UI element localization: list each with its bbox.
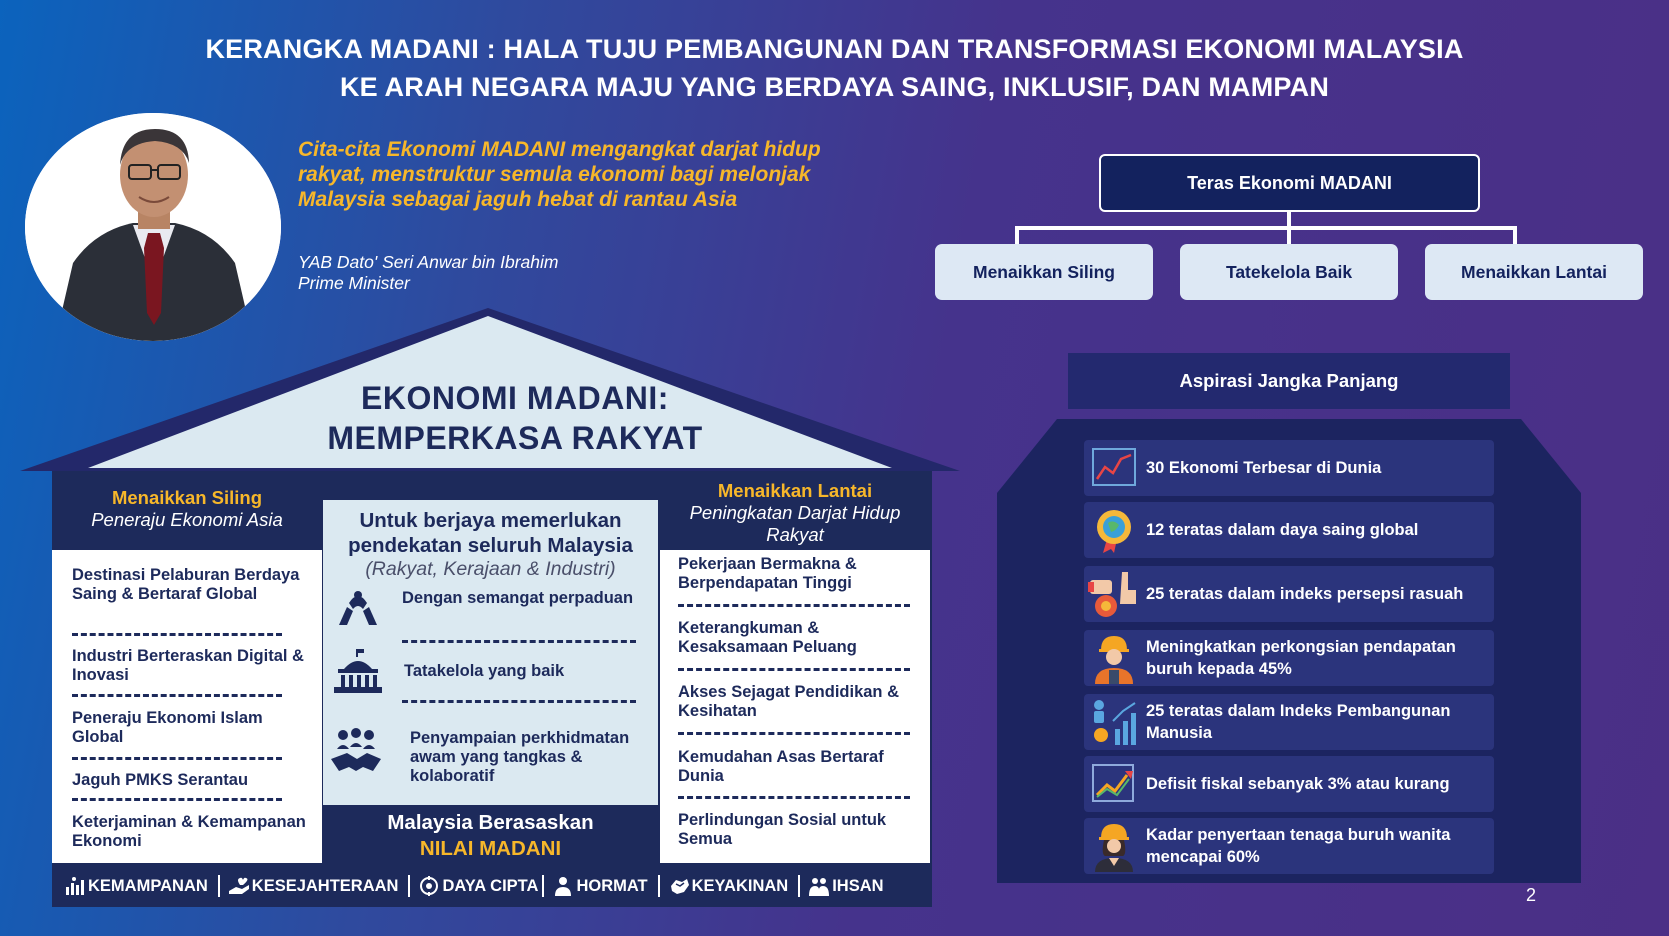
aspirasi-text: 12 teratas dalam daya saing global [1146, 521, 1419, 539]
left-list-item: Jaguh PMKS Serantau [72, 771, 249, 789]
aspirasi-item [1084, 630, 1494, 686]
confidence-icon [668, 876, 690, 896]
female-worker-icon [1084, 818, 1144, 874]
respect-icon [552, 876, 574, 896]
collaboration-icon [328, 726, 384, 776]
value-ihsan [808, 876, 883, 896]
teras-child-menaikkan-siling: Menaikkan Siling [935, 244, 1153, 300]
aspirasi-text: Defisit fiskal sebanyak 3% atau kurang [1146, 775, 1450, 793]
value-kemampanan [64, 876, 208, 896]
no-bribe-icon [1084, 566, 1144, 622]
connector-line [1513, 226, 1517, 244]
value-label: HORMAT [576, 876, 648, 895]
divider [72, 757, 282, 760]
page-number: 2 [1526, 885, 1537, 905]
value-hormat [552, 876, 647, 896]
quote-author: YAB Dato' Seri Anwar bin Ibrahim [298, 252, 559, 272]
value-kesejahteraan [228, 876, 399, 896]
left-list-item: Peneraju Ekonomi Islam Global [72, 709, 263, 746]
aspirasi-text: 25 teratas dalam indeks persepsi rasuah [1146, 585, 1464, 603]
quote-role: Prime Minister [298, 273, 410, 293]
government-building-icon [330, 646, 386, 696]
connector-line [1287, 226, 1291, 244]
center-base [323, 810, 658, 862]
value-label: KEMAMPANAN [88, 876, 208, 895]
line-chart-icon [1084, 440, 1144, 496]
center-title: Untuk berjaya memerlukan pendekatan seluruh Malaysia [348, 509, 633, 557]
teras-child-menaikkan-lantai: Menaikkan Lantai [1425, 244, 1643, 300]
value-daya-cipta [418, 876, 538, 896]
divider [678, 732, 910, 735]
right-pillar-subtitle: Peningkatan Darjat Hidup Rakyat [689, 502, 901, 545]
right-pillar-header [660, 480, 930, 546]
divider [678, 604, 910, 607]
worker-icon [1084, 630, 1144, 686]
roof-title [250, 378, 780, 458]
divider [678, 796, 910, 799]
aspirasi-text: 25 teratas dalam Indeks Pembangunan Manusia [1146, 702, 1451, 742]
connector-line [1015, 226, 1517, 230]
divider [72, 694, 282, 697]
aspirasi-heading: Aspirasi Jangka Panjang [1068, 353, 1510, 409]
welfare-icon [228, 876, 250, 896]
connector-line [1015, 226, 1019, 244]
center-item: Penyampaian perkhidmatan awam yang tangkas & kolaboratif [410, 729, 630, 785]
human-development-icon [1084, 694, 1144, 750]
quote-text: Cita-cita Ekonomi MADANI mengangkat darjat hidup rakyat, menstruktur semula ekonomi bagi melonjak Malaysia sebagai jaguh hebat di rantau Asia [298, 138, 821, 211]
divider [72, 798, 282, 801]
right-list-item: Keterangkuman & Kesaksamaan Peluang [678, 619, 857, 656]
divider [402, 640, 636, 643]
quote-attribution [298, 252, 558, 294]
separator [218, 875, 220, 897]
separator [798, 875, 800, 897]
values-bar [52, 866, 932, 906]
aspirasi-item [1084, 818, 1494, 874]
divider [402, 700, 636, 703]
title-line-1: KERANGKA MADANI : HALA TUJU PEMBANGUNAN DAN TRANSFORMASI EKONOMI MALAYSIA [205, 34, 1464, 64]
title-line-2: KE ARAH NEGARA MAJU YANG BERDAYA SAING, INKLUSIF, DAN MAMPAN [339, 72, 1330, 102]
compassion-icon [808, 876, 830, 896]
base-line-1: Malaysia Berasaskan [387, 811, 594, 834]
value-label: KESEJAHTERAAN [251, 876, 399, 895]
right-list-item: Perlindungan Sosial untuk Semua [678, 811, 887, 848]
right-list-item: Kemudahan Asas Bertaraf Dunia [678, 748, 884, 785]
base-line-2: NILAI MADANI [419, 837, 562, 860]
aspirasi-item [1084, 756, 1494, 812]
innovation-icon [418, 876, 440, 896]
value-keyakinan [668, 876, 789, 896]
value-label: DAYA CIPTA [442, 876, 539, 895]
aspirasi-item [1084, 440, 1494, 496]
left-pillar-header [52, 487, 322, 531]
aspirasi-text: 30 Ekonomi Terbesar di Dunia [1146, 459, 1382, 477]
center-item: Dengan semangat perpaduan [402, 589, 634, 607]
teras-ekonomi-box: Teras Ekonomi MADANI [1099, 154, 1480, 212]
trend-chart-icon [1084, 756, 1144, 812]
sustainability-icon [64, 876, 86, 896]
right-list-item: Akses Sejagat Pendidikan & Kesihatan [678, 683, 900, 720]
aspirasi-item [1084, 502, 1494, 558]
value-label: KEYAKINAN [691, 876, 789, 895]
left-list-item: Destinasi Pelaburan Berdaya Saing & Bertaraf Global [72, 566, 300, 603]
separator [658, 875, 660, 897]
unity-hands-icon [330, 582, 386, 632]
page-title [0, 30, 1669, 106]
left-list-item: Industri Berteraskan Digital & Inovasi [72, 647, 304, 684]
left-list-item: Keterjaminan & Kemampanan Ekonomi [72, 813, 306, 850]
center-item: Tatakelola yang baik [404, 662, 565, 680]
left-pillar-subtitle: Peneraju Ekonomi Asia [91, 509, 283, 530]
right-pillar-title: Menaikkan Lantai [717, 480, 873, 501]
roof-title-line-2: MEMPERKASA RAKYAT [327, 420, 703, 456]
right-list-item: Pekerjaan Bermakna & Berpendapatan Tinggi [678, 555, 857, 592]
globe-medal-icon [1084, 502, 1144, 558]
divider [72, 633, 282, 636]
roof-title-line-1: EKONOMI MADANI: [361, 380, 669, 416]
aspirasi-text: Kadar penyertaan tenaga buruh wanita mencapai 60% [1146, 826, 1451, 866]
teras-child-tatekelola-baik: Tatekelola Baik [1180, 244, 1398, 300]
aspirasi-item [1084, 694, 1494, 750]
separator [408, 875, 410, 897]
aspirasi-item [1084, 566, 1494, 622]
divider [678, 668, 910, 671]
aspirasi-text: Meningkatkan perkongsian pendapatan buruh kepada 45% [1146, 638, 1456, 678]
left-pillar-title: Menaikkan Siling [111, 487, 263, 508]
center-subtitle: (Rakyat, Kerajaan & Industri) [365, 558, 616, 580]
separator [542, 875, 544, 897]
value-label: IHSAN [832, 876, 884, 895]
